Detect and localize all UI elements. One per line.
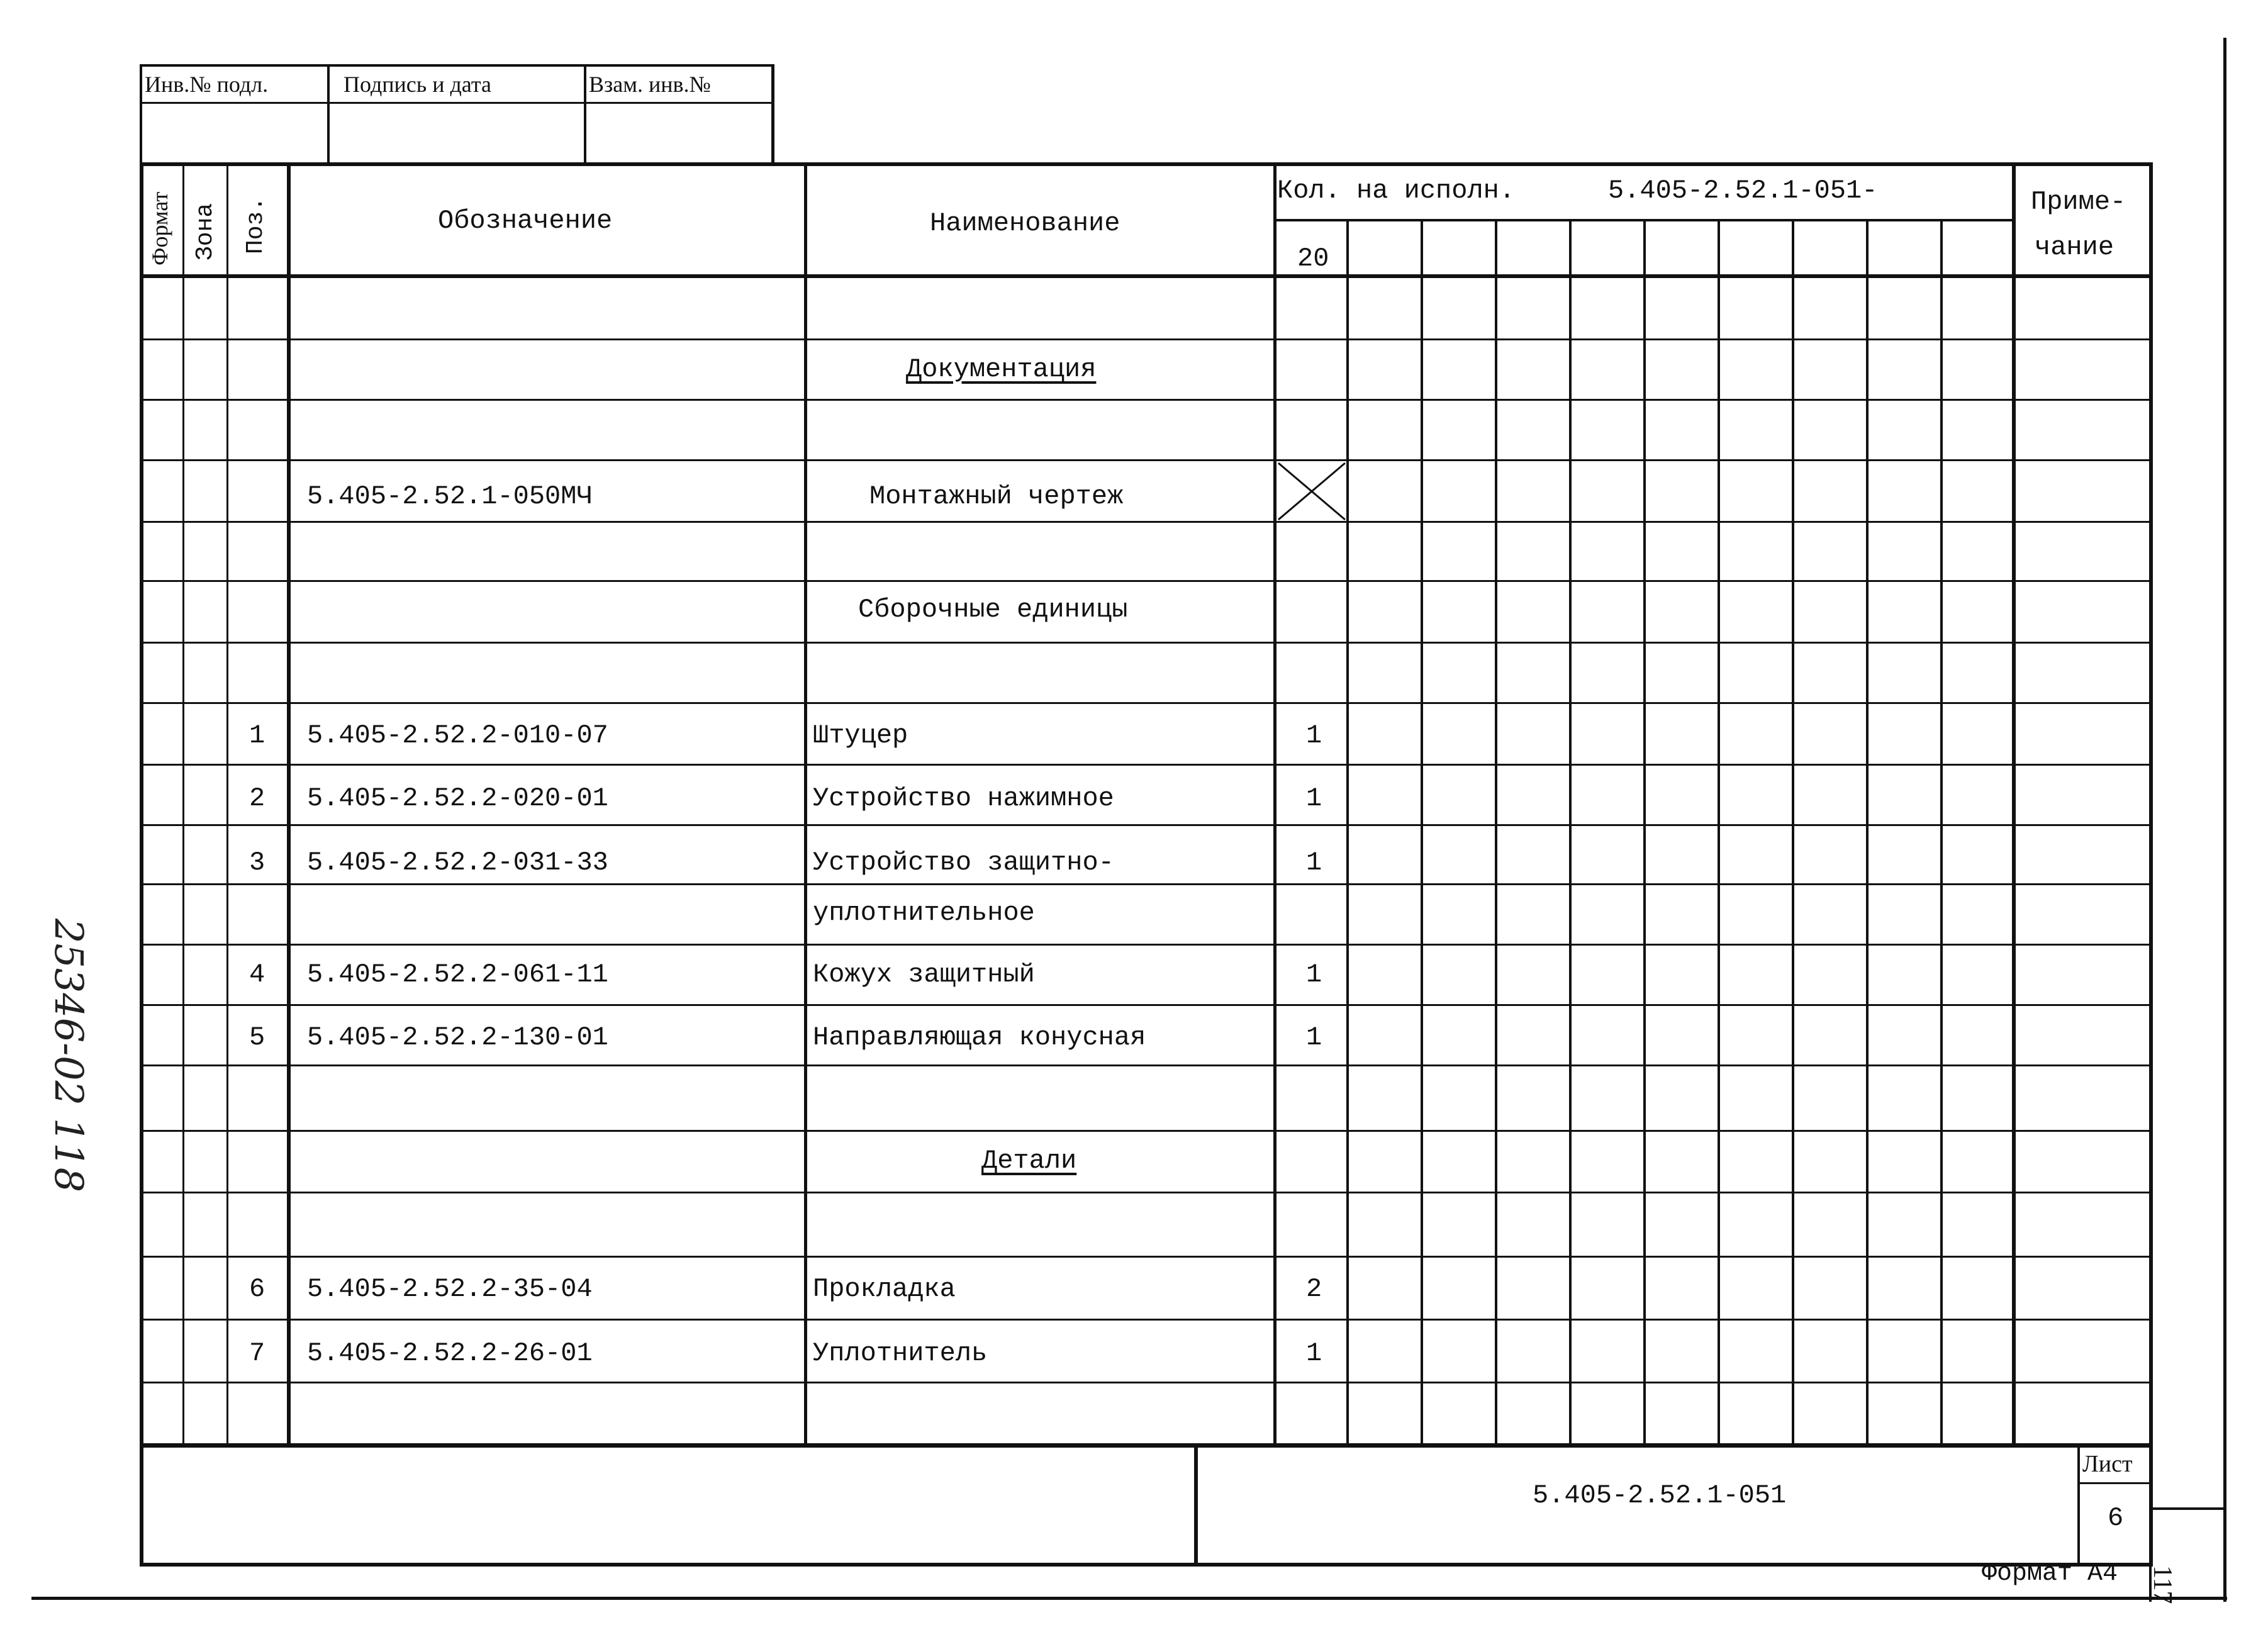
- margin-handwritten-note: 25346-02 118: [46, 919, 92, 1193]
- section-assemblies: Сборочные единицы: [858, 595, 1128, 625]
- table-row-oboz: 5.405-2.52.2-010-07: [307, 720, 608, 751]
- header-zona: Зона: [192, 203, 219, 260]
- table-row-poz: 1: [249, 720, 265, 751]
- table-row-oboz: 5.405-2.52.2-130-01: [307, 1022, 608, 1053]
- header-designation: 5.405-2.52.1-051-: [1608, 176, 1878, 206]
- table-row-name: Монтажный чертеж: [869, 481, 1124, 511]
- cross-mark: [1277, 462, 1346, 521]
- table-row-name: Прокладка: [813, 1274, 956, 1304]
- table-row-oboz: 5.405-2.52.1-050МЧ: [307, 481, 593, 511]
- table-row-oboz: 5.405-2.52.2-061-11: [307, 959, 608, 990]
- table-row-qty: 1: [1306, 783, 1322, 813]
- table-row-qty: 1: [1306, 1338, 1322, 1368]
- table-row-name: Устройство нажимное: [813, 783, 1114, 813]
- table-row-oboz: 5.405-2.52.2-35-04: [307, 1274, 593, 1304]
- footer-list-label: Лист: [2082, 1451, 2133, 1477]
- table-row-name: Кожух защитный: [813, 959, 1035, 990]
- header-poz: Поз.: [242, 196, 269, 254]
- stamp-inv-podl: Инв.№ подл.: [145, 72, 269, 97]
- table-row-oboz: 5.405-2.52.2-031-33: [307, 847, 608, 878]
- header-variant: 20: [1297, 243, 1329, 274]
- footer-format-label: Формат А4: [1982, 1560, 2118, 1588]
- table-row-qty: 1: [1306, 959, 1322, 990]
- header-prime-2: чание: [2035, 232, 2114, 262]
- table-row-name: Направляющая конусная: [813, 1022, 1146, 1053]
- table-row-poz: 6: [249, 1274, 265, 1304]
- table-row-name: Устройство защитно-: [813, 847, 1114, 878]
- stamp-vzam-inv: Взам. инв.№: [589, 72, 711, 97]
- section-parts: Детали: [981, 1146, 1077, 1176]
- page-stamp-number: 117: [2148, 1565, 2177, 1604]
- table-row-poz: 5: [249, 1022, 265, 1053]
- table-row-oboz: 5.405-2.52.2-26-01: [307, 1338, 593, 1368]
- header-prime-1: Приме-: [2031, 187, 2126, 217]
- table-row-oboz: 5.405-2.52.2-020-01: [307, 783, 608, 813]
- table-row-qty: 2: [1306, 1274, 1322, 1304]
- header-naimenovanie: Наименование: [930, 208, 1120, 238]
- header-kol-na-ispoln: Кол. на исполн.: [1277, 176, 1516, 206]
- table-row-qty: 1: [1306, 720, 1322, 751]
- table-row-name: Штуцер: [813, 720, 908, 751]
- table-row-poz: 4: [249, 959, 265, 990]
- table-row-name: уплотнительное: [813, 898, 1035, 928]
- table-row-qty: 1: [1306, 1022, 1322, 1053]
- table-row-qty: 1: [1306, 847, 1322, 878]
- table-row-name: Уплотнитель: [813, 1338, 988, 1368]
- header-format: Формат: [147, 191, 172, 265]
- table-row-poz: 3: [249, 847, 265, 878]
- header-oboznachenie: Обозначение: [438, 206, 613, 236]
- table-row-poz: 2: [249, 783, 265, 813]
- table-row-poz: 7: [249, 1338, 265, 1368]
- section-documentation: Документация: [906, 354, 1097, 384]
- footer-list-number: 6: [2108, 1503, 2124, 1533]
- footer-doc-number: 5.405-2.52.1-051: [1533, 1480, 1787, 1511]
- stamp-podpis-data: Подпись и дата: [344, 72, 491, 97]
